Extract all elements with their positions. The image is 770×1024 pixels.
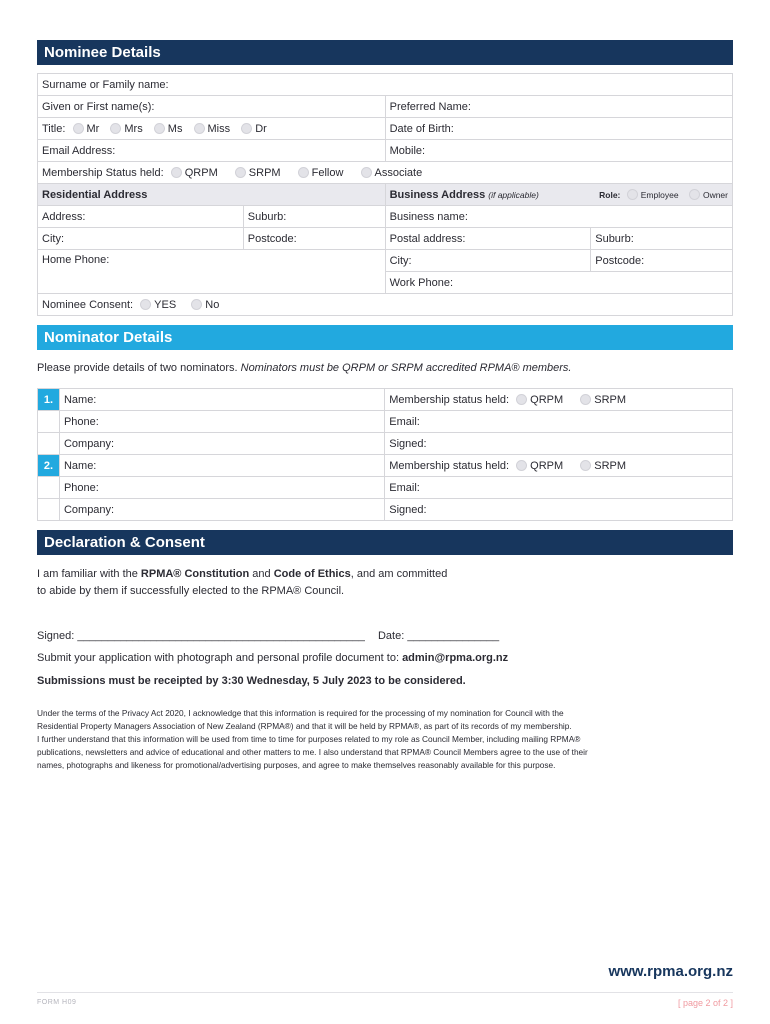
constitution-link: RPMA® Constitution bbox=[140, 568, 250, 580]
nominator-1-status-label: Membership status held: bbox=[389, 393, 510, 406]
nominator-1-spacer-2 bbox=[38, 433, 60, 455]
dob-field[interactable] bbox=[385, 118, 732, 140]
dob-label: Date of Birth: bbox=[389, 122, 454, 135]
role-option-owner: Owner bbox=[702, 189, 728, 200]
surname-field[interactable] bbox=[38, 74, 733, 96]
nominator-1-radio-qrpm[interactable] bbox=[516, 394, 527, 405]
business-postcode-field[interactable] bbox=[591, 250, 733, 272]
business-postcode-label: Postcode: bbox=[595, 254, 645, 267]
nominator-2-email-label: Email: bbox=[389, 481, 420, 494]
nominator-2-phone-label: Phone: bbox=[63, 481, 99, 494]
submit-instructions bbox=[37, 650, 733, 667]
nominator-1-name-field[interactable] bbox=[59, 389, 384, 411]
consent-radio-no[interactable] bbox=[191, 299, 202, 310]
title-option-miss: Miss bbox=[207, 122, 231, 135]
home-phone-label: Home Phone: bbox=[42, 254, 110, 266]
business-city-field[interactable] bbox=[385, 250, 591, 272]
title-radio-ms[interactable] bbox=[154, 123, 165, 134]
suburb-label: Suburb: bbox=[247, 210, 287, 223]
given-name-field[interactable] bbox=[38, 96, 386, 118]
business-name-label: Business name: bbox=[389, 210, 468, 223]
title-row bbox=[38, 118, 386, 140]
declaration-text-e: , and am committed bbox=[350, 568, 448, 580]
nominator-1-company-field[interactable] bbox=[59, 433, 384, 455]
declaration-statement bbox=[37, 566, 733, 600]
nominator-1-signed-label: Signed: bbox=[389, 437, 427, 450]
nominator-2-option-qrpm: QRPM bbox=[530, 459, 564, 472]
nominator-2-phone-field[interactable] bbox=[59, 477, 384, 499]
code-of-ethics-link: Code of Ethics bbox=[273, 568, 351, 580]
nominator-2-status-label: Membership status held: bbox=[389, 459, 510, 472]
city-field[interactable] bbox=[38, 228, 244, 250]
nominee-consent-row bbox=[38, 294, 733, 316]
declaration-text-c: and bbox=[249, 568, 274, 580]
role-option-employee: Employee bbox=[640, 189, 679, 200]
nominator-1-phone-label: Phone: bbox=[63, 415, 99, 428]
consent-option-no: No bbox=[205, 298, 220, 311]
title-radio-mr[interactable] bbox=[73, 123, 84, 134]
form-page bbox=[37, 40, 733, 772]
nominator-1-status-row bbox=[385, 389, 733, 411]
submit-email-link[interactable]: admin@rpma.org.nz bbox=[402, 652, 509, 664]
postal-address-label: Postal address: bbox=[389, 232, 466, 245]
nominator-2-number-text: 2. bbox=[43, 459, 54, 472]
privacy-notice bbox=[37, 707, 733, 772]
nominator-title: Nominator Details bbox=[44, 329, 173, 346]
title-option-mrs: Mrs bbox=[124, 122, 143, 135]
nominator-1-radio-srpm[interactable] bbox=[580, 394, 591, 405]
email-field[interactable] bbox=[38, 140, 386, 162]
signed-line[interactable]: Signed: _______________________________________________ bbox=[37, 630, 365, 642]
nominator-2-spacer-2 bbox=[38, 499, 60, 521]
role-options bbox=[599, 189, 728, 200]
declaration-line-1 bbox=[37, 566, 733, 583]
business-address-label: Business Address bbox=[389, 188, 486, 201]
membership-radio-associate[interactable] bbox=[361, 167, 372, 178]
nominee-title: Nominee Details bbox=[44, 44, 161, 61]
nominator-2-signed-label: Signed: bbox=[389, 503, 427, 516]
nominator-2-spacer bbox=[38, 477, 60, 499]
nominator-2-name-field[interactable] bbox=[59, 455, 384, 477]
nominator-1-number-text: 1. bbox=[43, 393, 54, 406]
address-field[interactable] bbox=[38, 206, 244, 228]
nominator-2-company-field[interactable] bbox=[59, 499, 384, 521]
nominator-1-email-field[interactable] bbox=[385, 411, 733, 433]
nominator-1-company-label: Company: bbox=[63, 437, 115, 450]
home-phone-field[interactable] bbox=[38, 250, 386, 294]
privacy-line: names, photographs and likeness for promotional/advertising purposes, and agree to make themselves reasonably available for this purpose. bbox=[37, 760, 556, 770]
footer-website-link[interactable]: www.rpma.org.nz bbox=[608, 963, 733, 980]
work-phone-label: Work Phone: bbox=[389, 276, 453, 289]
consent-option-yes: YES bbox=[154, 298, 177, 311]
declaration-title: Declaration & Consent bbox=[44, 534, 205, 551]
title-radio-mrs[interactable] bbox=[110, 123, 121, 134]
work-phone-field[interactable] bbox=[385, 272, 732, 294]
declaration-text-a: I am familiar with the bbox=[37, 568, 141, 580]
membership-option-srpm: SRPM bbox=[248, 166, 281, 179]
membership-radio-srpm[interactable] bbox=[235, 167, 246, 178]
postcode-field[interactable] bbox=[243, 228, 385, 250]
nominator-2-company-label: Company: bbox=[63, 503, 115, 516]
title-option-dr: Dr bbox=[255, 122, 267, 135]
email-label: Email Address: bbox=[42, 144, 116, 157]
submit-text: Submit your application with photograph and personal profile document to: bbox=[37, 652, 403, 664]
suburb-field[interactable] bbox=[243, 206, 385, 228]
nominator-2-email-field[interactable] bbox=[385, 477, 733, 499]
consent-radio-yes[interactable] bbox=[140, 299, 151, 310]
business-address-heading bbox=[385, 184, 732, 206]
nominator-section-header bbox=[37, 325, 733, 350]
residential-address-heading bbox=[38, 184, 386, 206]
nominator-table bbox=[37, 388, 733, 521]
nominee-table bbox=[37, 73, 733, 316]
membership-radio-qrpm[interactable] bbox=[171, 167, 182, 178]
membership-status-row bbox=[38, 162, 733, 184]
role-radio-employee[interactable] bbox=[627, 189, 638, 200]
nominator-1-email-label: Email: bbox=[389, 415, 420, 428]
date-line[interactable]: Date: _______________ bbox=[377, 630, 500, 642]
title-label: Title: bbox=[42, 122, 66, 135]
title-option-mr: Mr bbox=[86, 122, 100, 135]
title-option-ms: Ms bbox=[167, 122, 183, 135]
privacy-line: Under the terms of the Privacy Act 2020, I acknowledge that this information is required for the processing of my nomination for Council with the bbox=[37, 708, 564, 718]
business-name-field[interactable] bbox=[385, 206, 732, 228]
business-city-label: City: bbox=[389, 254, 412, 267]
membership-option-fellow: Fellow bbox=[311, 166, 344, 179]
nominator-1-option-qrpm: QRPM bbox=[530, 393, 564, 406]
nominator-2-radio-srpm[interactable] bbox=[580, 460, 591, 471]
nominator-2-number bbox=[38, 455, 60, 477]
declaration-section-header bbox=[37, 530, 733, 555]
role-radio-owner[interactable] bbox=[689, 189, 700, 200]
form-code: FORM H09 bbox=[37, 999, 77, 1006]
residential-address-label: Residential Address bbox=[42, 188, 148, 201]
postcode-label: Postcode: bbox=[247, 232, 297, 245]
mobile-label: Mobile: bbox=[389, 144, 426, 157]
preferred-name-label: Preferred Name: bbox=[389, 100, 471, 113]
signature-row bbox=[37, 628, 733, 645]
nominee-section-header bbox=[37, 40, 733, 65]
nominator-2-option-srpm: SRPM bbox=[594, 459, 627, 472]
nominator-1-name-label: Name: bbox=[63, 393, 97, 406]
title-radio-miss[interactable] bbox=[194, 123, 205, 134]
membership-option-associate: Associate bbox=[374, 166, 423, 179]
city-label: City: bbox=[42, 232, 64, 245]
membership-status-label: Membership Status held: bbox=[42, 166, 164, 179]
surname-label: Surname or Family name: bbox=[42, 78, 169, 91]
nominator-1-number bbox=[38, 389, 60, 411]
privacy-line: publications, newsletters and advice of educational and other matters to me. I also understand that RPMA® Council Members agree to the use of their bbox=[37, 747, 588, 757]
nominator-intro bbox=[37, 360, 733, 388]
nominator-2-signed-field[interactable] bbox=[385, 499, 733, 521]
nominator-2-status-row bbox=[385, 455, 733, 477]
declaration-line-2: to abide by them if successfully elected to the RPMA® Council. bbox=[37, 585, 345, 597]
business-suburb-field[interactable] bbox=[591, 228, 733, 250]
nominator-intro-note: Nominators must be QRPM or SRPM accredited RPMA® members. bbox=[240, 362, 572, 374]
nominator-1-option-srpm: SRPM bbox=[594, 393, 627, 406]
title-radio-dr[interactable] bbox=[241, 123, 252, 134]
nominee-consent-label: Nominee Consent: bbox=[42, 298, 134, 311]
membership-option-qrpm: QRPM bbox=[184, 166, 218, 179]
nominator-2-name-label: Name: bbox=[63, 459, 97, 472]
postal-address-field[interactable] bbox=[385, 228, 591, 250]
business-suburb-label: Suburb: bbox=[595, 232, 634, 245]
privacy-line: I further understand that this information will be used from time to time for purposes related to my role as Council Member, including mailing RPMA® bbox=[37, 734, 581, 744]
nominator-intro-text: Please provide details of two nominators. bbox=[37, 362, 238, 374]
address-label: Address: bbox=[42, 210, 86, 223]
nominator-1-spacer bbox=[38, 411, 60, 433]
role-label: Role: bbox=[599, 189, 621, 200]
business-address-note: (if applicable) bbox=[488, 189, 539, 200]
mobile-field[interactable] bbox=[385, 140, 732, 162]
given-name-label: Given or First name(s): bbox=[42, 100, 155, 113]
submission-deadline: Submissions must be receipted by 3:30 Wednesday, 5 July 2023 to be considered. bbox=[37, 675, 466, 687]
nominator-2-radio-qrpm[interactable] bbox=[516, 460, 527, 471]
nominator-1-phone-field[interactable] bbox=[59, 411, 384, 433]
membership-radio-fellow[interactable] bbox=[298, 167, 309, 178]
page-number: [ page 2 of 2 ] bbox=[677, 998, 733, 1008]
nominator-1-signed-field[interactable] bbox=[385, 433, 733, 455]
privacy-line: Residential Property Managers Association of New Zealand (RPMA®) and that it will be held by RPMA®, as part of its records of my membership. bbox=[37, 721, 572, 731]
preferred-name-field[interactable] bbox=[385, 96, 732, 118]
footer-divider bbox=[37, 992, 733, 993]
